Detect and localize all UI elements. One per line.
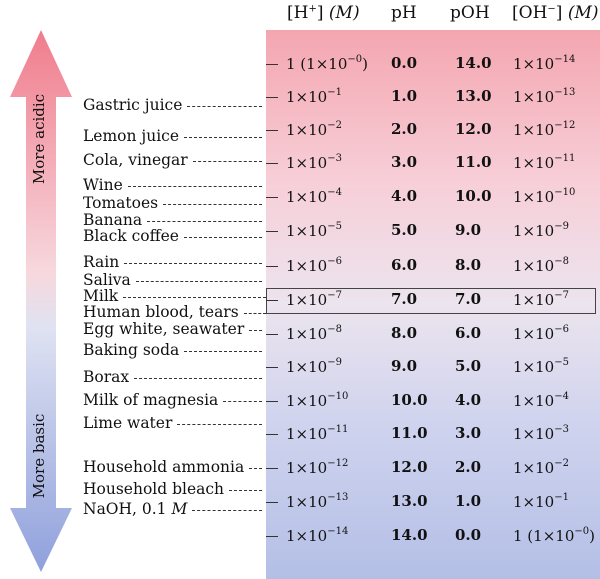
substance-name: Black coffee <box>83 227 179 245</box>
h-concentration-value-mantissa: 1×10 <box>286 88 328 106</box>
oh-concentration-value <box>513 153 575 172</box>
oh-concentration-value-exponent: −1 <box>554 492 569 503</box>
h-concentration-value <box>286 54 368 73</box>
substance-name: Household ammonia <box>83 458 245 476</box>
leader-line <box>184 237 262 238</box>
h-concentration-value-exponent: −1 <box>327 87 342 98</box>
leader-line <box>136 281 262 282</box>
substance-name: Household bleach <box>83 480 225 498</box>
row-tick <box>266 64 278 65</box>
oh-concentration-value-exponent: −9 <box>554 221 569 232</box>
oh-concentration-value <box>513 87 575 106</box>
h-concentration-value-mantissa: 1×10 <box>286 425 328 443</box>
substance-name: Saliva <box>83 271 131 289</box>
substance-label <box>83 368 129 386</box>
h-concentration-value <box>286 120 342 139</box>
row-tick <box>266 401 278 402</box>
h-concentration-value-exponent: −9 <box>327 357 342 368</box>
substance-label <box>83 253 119 271</box>
h-concentration-value-mantissa: 1×10 <box>286 392 328 410</box>
poh-value: 14.0 <box>455 54 492 72</box>
ph-value: 8.0 <box>391 324 418 342</box>
h-concentration-value <box>286 87 342 106</box>
oh-concentration-value-exponent: −6 <box>554 324 569 335</box>
substance-label <box>83 320 244 338</box>
h-concentration-value <box>286 187 342 206</box>
h-concentration-value-exponent: −7 <box>327 290 342 301</box>
oh-concentration-value <box>513 221 569 240</box>
oh-concentration-value-exponent: −12 <box>554 120 576 131</box>
leader-line <box>223 401 262 402</box>
ph-value: 2.0 <box>391 120 418 138</box>
oh-concentration-value <box>513 357 569 376</box>
row-tick <box>266 434 278 435</box>
h-concentration-value <box>286 290 342 309</box>
substance-label <box>83 391 218 409</box>
ph-value: 3.0 <box>391 153 418 171</box>
oh-concentration-value-mantissa: 1×10 <box>513 88 555 106</box>
ph-value: 1.0 <box>391 87 418 105</box>
oh-concentration-value-mantissa: 1×10 <box>513 392 555 410</box>
h-concentration-header: [H+] (M) <box>287 3 360 23</box>
ph-value: 0.0 <box>391 54 418 72</box>
h-concentration-value-mantissa: 1×10 <box>286 527 328 545</box>
h-concentration-value <box>286 357 342 376</box>
h-concentration-value-mantissa: 1×10 <box>286 222 328 240</box>
oh-concentration-value-exponent: −5 <box>554 357 569 368</box>
substance-label <box>83 227 179 245</box>
leader-line <box>147 221 262 222</box>
poh-value: 7.0 <box>455 290 482 308</box>
oh-concentration-value-exponent: −7 <box>554 290 569 301</box>
poh-value: 6.0 <box>455 324 482 342</box>
substance-name: Wine <box>83 176 123 194</box>
ph-value: 12.0 <box>391 458 428 476</box>
row-tick <box>266 231 278 232</box>
substance-name: Rain <box>83 253 120 271</box>
leader-line <box>123 297 266 298</box>
poh-value: 5.0 <box>455 357 482 375</box>
row-tick <box>266 367 278 368</box>
oh-concentration-value-mantissa: 1×10 <box>513 188 555 206</box>
oh-concentration-value-mantissa: 1×10 <box>513 154 555 172</box>
oh-concentration-value-suffix: ) <box>589 527 595 545</box>
row-tick <box>266 197 278 198</box>
substance-name: Gastric juice <box>83 96 183 114</box>
h-concentration-value-suffix: ) <box>362 55 368 73</box>
oh-concentration-value <box>513 424 569 443</box>
oh-concentration-value-mantissa: 1×10 <box>513 257 555 275</box>
oh-concentration-value <box>513 290 569 309</box>
substance-label <box>83 414 172 432</box>
oh-concentration-value <box>513 526 595 545</box>
substance-label <box>83 96 182 114</box>
h-concentration-value <box>286 424 348 443</box>
h-concentration-value-mantissa: 1×10 <box>286 291 328 309</box>
leader-line <box>187 106 262 107</box>
oh-concentration-value <box>513 492 569 511</box>
h-concentration-value-mantissa: 1×10 <box>286 493 328 511</box>
oh-concentration-value <box>513 54 575 73</box>
h-concentration-value <box>286 458 348 477</box>
substance-label <box>83 341 179 359</box>
oh-concentration-value-exponent: −13 <box>554 87 576 98</box>
substance-name: Lime water <box>83 414 173 432</box>
poh-value: 3.0 <box>455 424 482 442</box>
h-concentration-value-mantissa: 1×10 <box>286 257 328 275</box>
oh-concentration-value-mantissa: 1×10 <box>513 459 555 477</box>
substance-label <box>83 480 224 498</box>
ph-value: 5.0 <box>391 221 418 239</box>
more-acidic-label: More acidic <box>30 93 48 185</box>
h-concentration-value-exponent: −8 <box>327 324 342 335</box>
h-concentration-value-exponent: −10 <box>327 391 349 402</box>
h-concentration-value <box>286 324 342 343</box>
substance-label <box>83 194 158 212</box>
substance-label <box>83 458 244 476</box>
leader-line <box>128 186 262 187</box>
substance-label <box>83 176 123 194</box>
h-concentration-value-mantissa: 1×10 <box>286 121 328 139</box>
oh-concentration-value-mantissa: 1×10 <box>513 358 555 376</box>
ph-value: 7.0 <box>391 290 418 308</box>
oh-concentration-value <box>513 391 569 410</box>
h-concentration-value-exponent: −14 <box>327 526 349 537</box>
oh-concentration-value-mantissa: 1×10 <box>513 55 555 73</box>
substance-name: Egg white, seawater <box>83 320 245 338</box>
poh-value: 8.0 <box>455 256 482 274</box>
substance-label <box>83 303 239 321</box>
substance-unit: M <box>171 500 188 518</box>
leader-line <box>249 330 262 331</box>
oh-concentration-value-mantissa: 1×10 <box>513 222 555 240</box>
poh-header: pOH <box>450 3 490 23</box>
oh-concentration-value-mantissa: 1×10 <box>513 121 555 139</box>
h-concentration-value <box>286 391 348 410</box>
h-concentration-value-exponent: −0 <box>347 54 363 65</box>
h-concentration-value-mantissa: 1×10 <box>286 154 328 172</box>
poh-value: 1.0 <box>455 492 482 510</box>
oh-concentration-value-exponent: −0 <box>574 526 590 537</box>
oh-concentration-header: [OH−] (M) <box>512 3 599 23</box>
row-tick <box>266 163 278 164</box>
h-concentration-value <box>286 153 342 172</box>
poh-value: 11.0 <box>455 153 492 171</box>
oh-concentration-value-exponent: −8 <box>554 256 569 267</box>
ph-header: pH <box>391 3 417 23</box>
substance-label <box>83 151 188 169</box>
h-concentration-value-exponent: −4 <box>327 187 342 198</box>
substance-name: Milk <box>83 287 119 305</box>
leader-line <box>163 204 262 205</box>
h-concentration-value-exponent: −6 <box>327 256 342 267</box>
oh-concentration-value-mantissa: 1×10 <box>513 493 555 511</box>
h-concentration-value-mantissa: 1×10 <box>286 188 328 206</box>
h-concentration-value-exponent: −11 <box>327 424 349 435</box>
substance-name: NaOH, 0.1 <box>83 500 172 518</box>
h-concentration-value-mantissa: 1×10 <box>286 358 328 376</box>
poh-value: 0.0 <box>455 526 482 544</box>
h-concentration-value-mantissa: 1×10 <box>286 325 328 343</box>
h-concentration-value-exponent: −13 <box>327 492 349 503</box>
row-tick <box>266 266 278 267</box>
h-concentration-value <box>286 221 342 240</box>
row-tick <box>266 502 278 503</box>
oh-concentration-value <box>513 256 569 275</box>
substance-label <box>83 127 179 145</box>
row-tick <box>266 97 278 98</box>
substance-name: Banana <box>83 211 143 229</box>
leader-line <box>134 378 262 379</box>
substance-name: Cola, vinegar <box>83 151 188 169</box>
poh-value: 4.0 <box>455 391 482 409</box>
substance-name: Baking soda <box>83 341 180 359</box>
leader-line <box>229 490 262 491</box>
oh-concentration-value-exponent: −3 <box>554 424 569 435</box>
oh-concentration-value-exponent: −14 <box>554 54 576 65</box>
substance-name: Milk of magnesia <box>83 391 219 409</box>
ph-value: 10.0 <box>391 391 428 409</box>
leader-line <box>124 263 262 264</box>
substance-name: Borax <box>83 368 130 386</box>
oh-concentration-value-exponent: −4 <box>554 391 569 402</box>
h-concentration-value-exponent: −5 <box>327 221 342 232</box>
substance-name: Tomatoes <box>83 194 159 212</box>
ph-value: 13.0 <box>391 492 428 510</box>
oh-concentration-value <box>513 458 569 477</box>
h-concentration-value-mantissa: 1 (1×10 <box>286 55 348 73</box>
leader-line <box>184 137 262 138</box>
h-concentration-value <box>286 526 348 545</box>
poh-value: 12.0 <box>455 120 492 138</box>
ph-value: 9.0 <box>391 357 418 375</box>
oh-concentration-value <box>513 324 569 343</box>
more-basic-label: More basic <box>30 413 48 499</box>
row-tick <box>266 130 278 131</box>
oh-concentration-value-exponent: −11 <box>554 153 576 164</box>
ph-value: 6.0 <box>391 256 418 274</box>
substance-name: Human blood, tears <box>83 303 239 321</box>
oh-concentration-value-mantissa: 1×10 <box>513 291 555 309</box>
h-concentration-value <box>286 256 342 275</box>
h-concentration-value-exponent: −2 <box>327 120 342 131</box>
ph-value: 14.0 <box>391 526 428 544</box>
ph-value: 11.0 <box>391 424 428 442</box>
leader-line <box>244 313 266 314</box>
leader-line <box>192 510 262 511</box>
oh-concentration-value <box>513 187 575 206</box>
oh-concentration-value-mantissa: 1×10 <box>513 425 555 443</box>
poh-value: 10.0 <box>455 187 492 205</box>
poh-value: 2.0 <box>455 458 482 476</box>
leader-line <box>249 468 262 469</box>
poh-value: 13.0 <box>455 87 492 105</box>
oh-concentration-value-mantissa: 1×10 <box>513 325 555 343</box>
h-concentration-value-exponent: −3 <box>327 153 342 164</box>
h-concentration-value-exponent: −12 <box>327 458 349 469</box>
row-tick <box>266 468 278 469</box>
h-concentration-value-mantissa: 1×10 <box>286 459 328 477</box>
substance-label <box>83 500 187 518</box>
ph-value: 4.0 <box>391 187 418 205</box>
substance-name: Lemon juice <box>83 127 180 145</box>
row-tick <box>266 300 278 301</box>
oh-concentration-value <box>513 120 575 139</box>
oh-concentration-value-exponent: −10 <box>554 187 576 198</box>
row-tick <box>266 334 278 335</box>
leader-line <box>184 351 262 352</box>
oh-concentration-value-mantissa: 1 (1×10 <box>513 527 575 545</box>
leader-line <box>193 161 262 162</box>
oh-concentration-value-exponent: −2 <box>554 458 569 469</box>
h-concentration-value <box>286 492 348 511</box>
row-tick <box>266 536 278 537</box>
poh-value: 9.0 <box>455 221 482 239</box>
leader-line <box>177 424 262 425</box>
